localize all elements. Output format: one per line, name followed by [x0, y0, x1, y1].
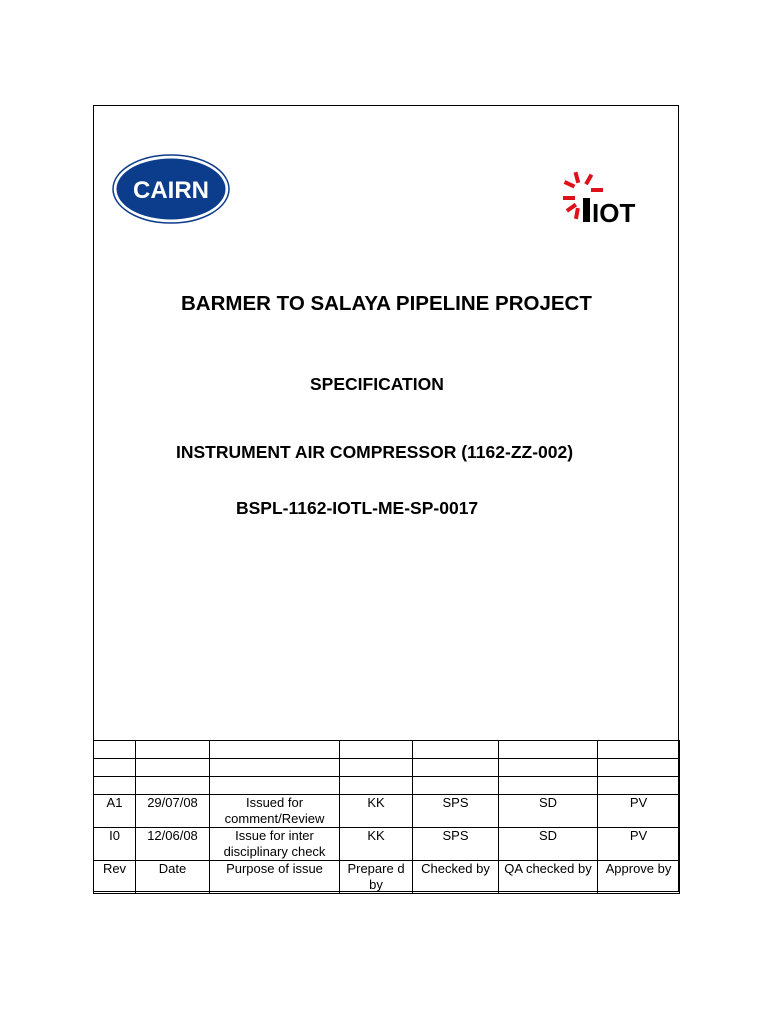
- prepared-cell: KK: [340, 828, 413, 861]
- date-cell: 12/06/08: [136, 828, 210, 861]
- rev-cell: A1: [94, 795, 136, 828]
- iot-logo: [561, 170, 651, 226]
- iot-logo-text: IOT: [592, 198, 636, 226]
- document-number: BSPL-1162-IOTL-ME-SP-0017: [236, 498, 479, 518]
- equipment-title: INSTRUMENT AIR COMPRESSOR (1162-ZZ-002): [176, 442, 574, 462]
- header-rev: Rev: [94, 861, 136, 894]
- table-row: [94, 741, 680, 759]
- table-header-row: [94, 861, 680, 894]
- cairn-logo: [112, 154, 230, 224]
- qa-cell: SD: [499, 828, 598, 861]
- header-prepared: Prepare d by: [340, 861, 413, 894]
- approved-cell: PV: [598, 828, 680, 861]
- project-title: BARMER TO SALAYA PIPELINE PROJECT: [181, 292, 592, 315]
- header-qa: QA checked by: [499, 861, 598, 894]
- prepared-cell: KK: [340, 795, 413, 828]
- rev-cell: I0: [94, 828, 136, 861]
- checked-cell: SPS: [413, 828, 499, 861]
- header-approved: Approve by: [598, 861, 680, 894]
- revision-table: [93, 740, 680, 894]
- table-row: [94, 795, 680, 828]
- date-cell: 29/07/08: [136, 795, 210, 828]
- qa-cell: SD: [499, 795, 598, 828]
- checked-cell: SPS: [413, 795, 499, 828]
- document-type: SPECIFICATION: [310, 374, 444, 394]
- header-checked: Checked by: [413, 861, 499, 894]
- approved-cell: PV: [598, 795, 680, 828]
- header-date: Date: [136, 861, 210, 894]
- purpose-cell: Issue for inter disciplinary check: [210, 828, 340, 861]
- cairn-logo-text: CAIRN: [133, 177, 209, 204]
- table-row: [94, 759, 680, 777]
- header-purpose: Purpose of issue: [210, 861, 340, 894]
- table-row: [94, 828, 680, 861]
- purpose-cell: Issued for comment/Review: [210, 795, 340, 828]
- table-row: [94, 777, 680, 795]
